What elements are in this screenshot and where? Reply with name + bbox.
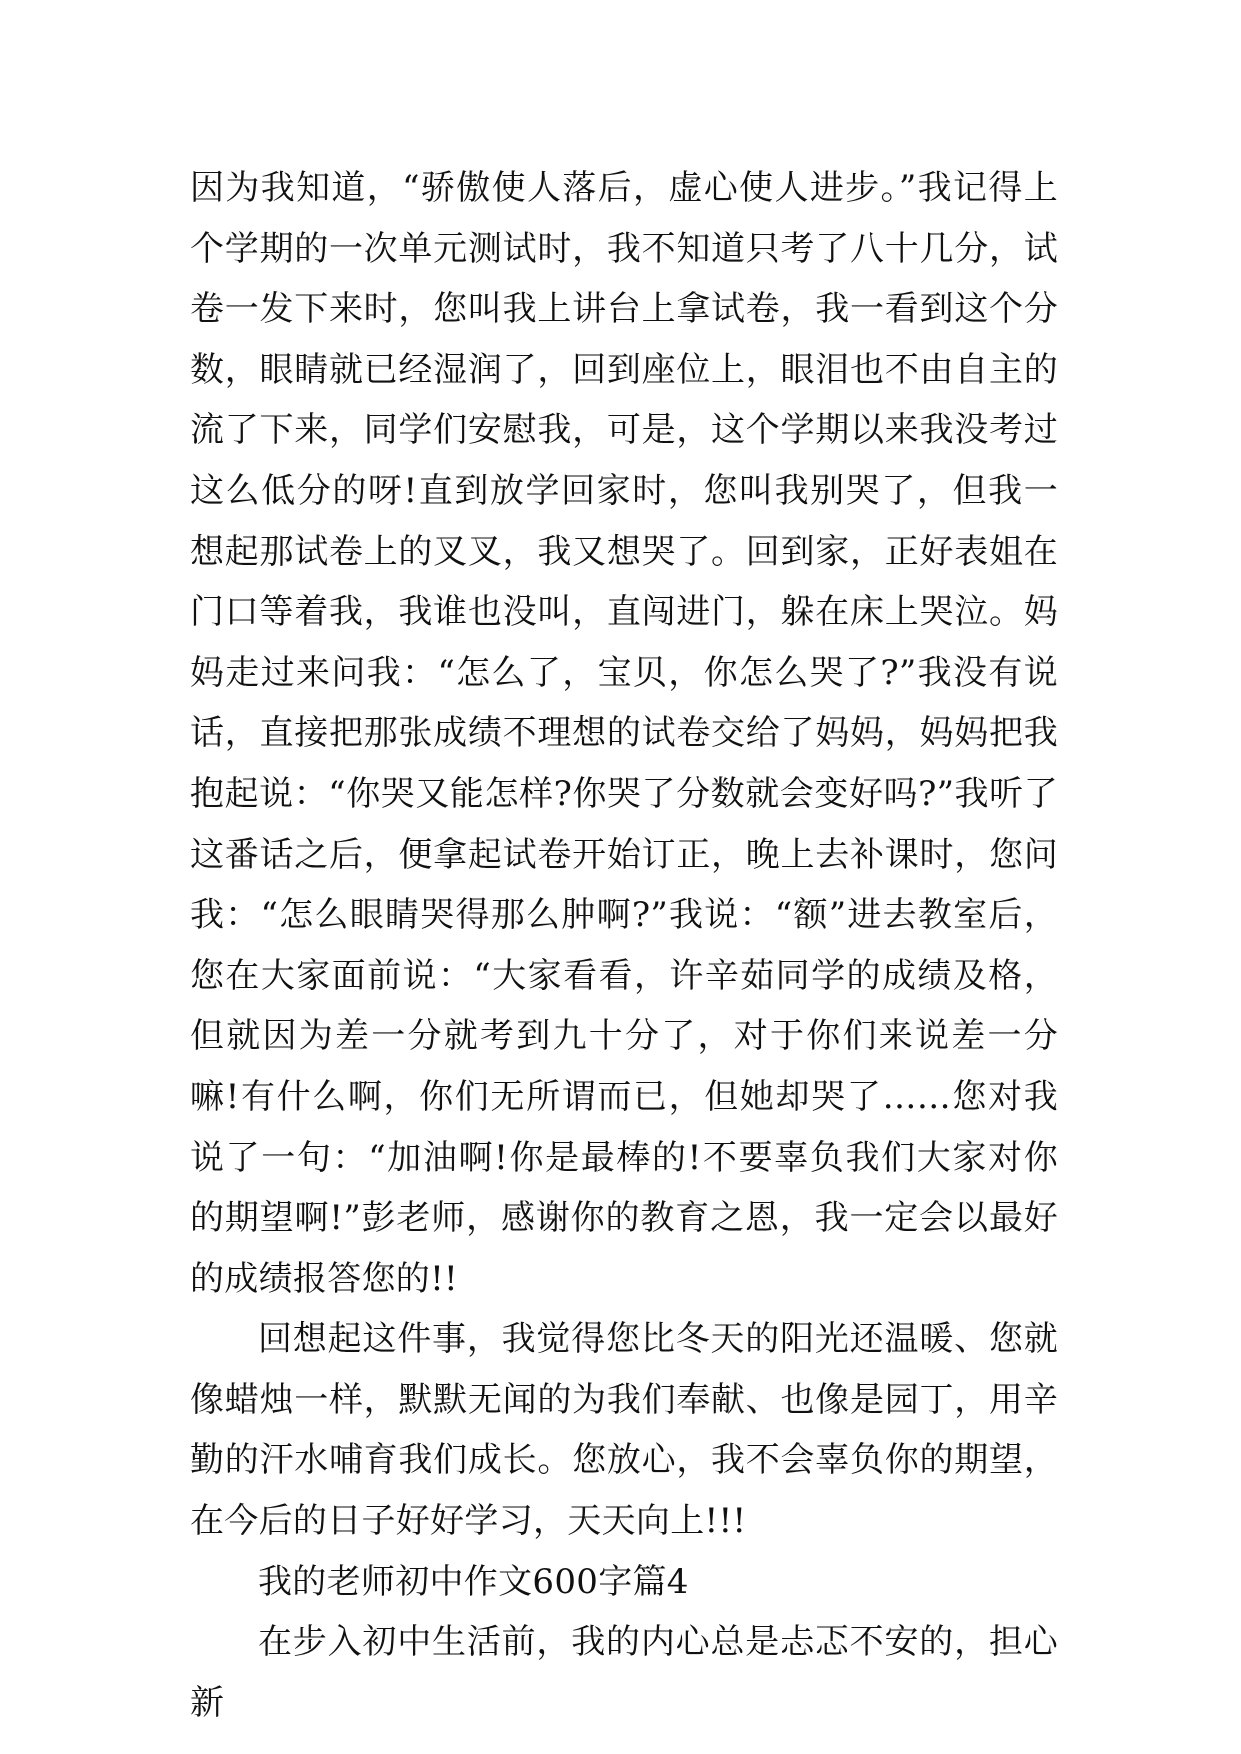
paragraph-reflection: 回想起这件事，我觉得您比冬天的阳光还温暖、您就像蜡烛一样，默默无闻的为我们奉献、也像是园丁，用辛勤的汗水哺育我们成长。您放心，我不会辜负你的期望，在今后的日子好好学习，天天向上!!! [190, 1319, 1058, 1542]
document-body [190, 158, 1058, 1733]
essay-section-title: 我的老师初中作文600字篇4 [258, 1561, 689, 1602]
paragraph-continued: 因为我知道，“骄傲使人落后，虚心使人进步。”我记得上个学期的一次单元测试时，我不知道只考了八十几分，试卷一发下来时，您叫我上讲台上拿试卷，我一看到这个分数，眼睛就已经湿润了，回到座位上，眼泪也不由自主的流了下来，同学们安慰我，可是，这个学期以来我没考过这么低分的呀!直到放学回家时，您叫我别哭了，但我一想起那试卷上的叉叉，我又想哭了。回到家，正好表姐在门口等着我，我谁也没叫，直闯进门，躲在床上哭泣。妈妈走过来问我：“怎么了，宝贝，你怎么哭了?”我没有说话，直接把那张成绩不理想的试卷交给了妈妈，妈妈把我抱起说：“你哭又能怎样?你哭了分数就会变好吗?”我听了这番话之后，便拿起试卷开始订正，晚上去补课时，您问我：“怎么眼睛哭得那么肿啊?”我说：“额”进去教室后，您在大家面前说：“大家看看，许辛茹同学的成绩及格，但就因为差一分就考到九十分了，对于你们来说差一分嘛!有什么啊，你们无所谓而已，但她却哭了……您对我说了一句：“加油啊!你是最棒的!不要辜负我们大家对你的期望啊!”彭老师，感谢你的教育之恩，我一定会以最好的成绩报答您的!! [190, 168, 1058, 1299]
paragraph-new-essay-start: 在步入初中生活前，我的内心总是忐忑不安的，担心新 [190, 1622, 1058, 1723]
